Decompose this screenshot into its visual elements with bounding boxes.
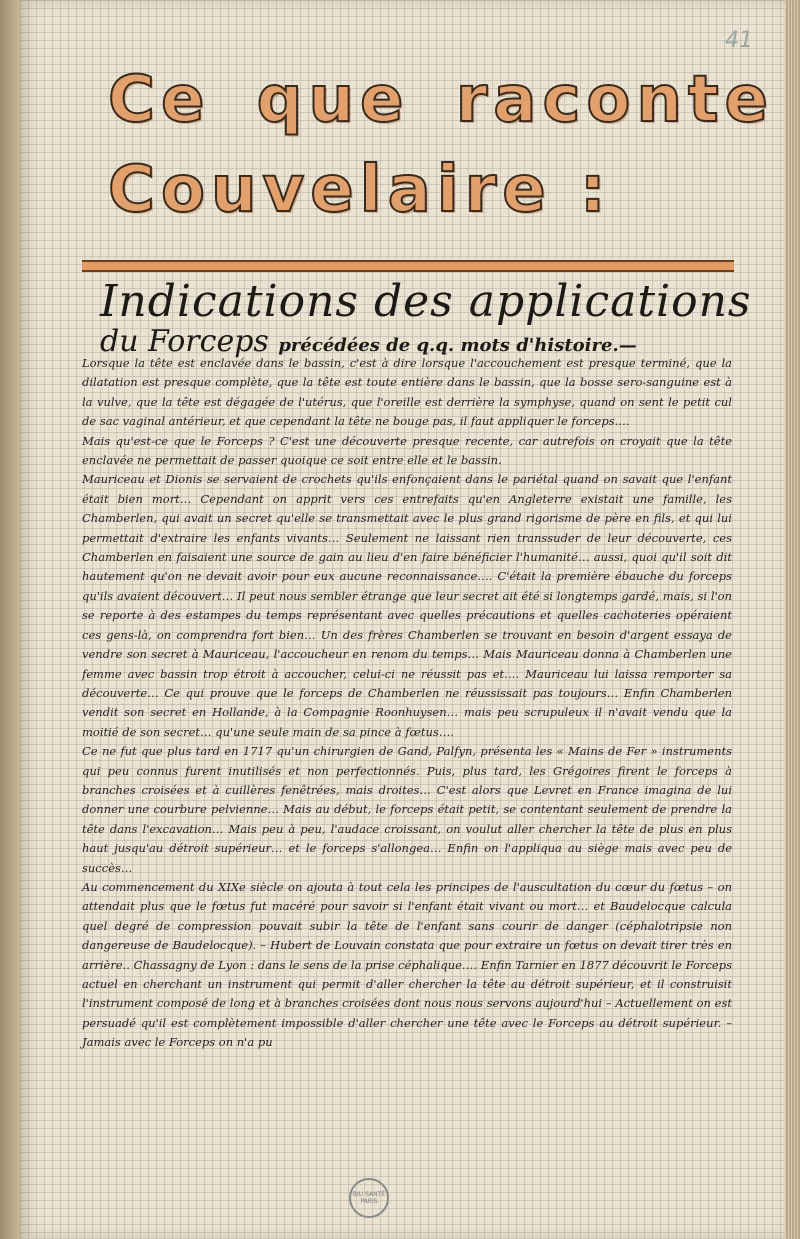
subtitle-history: précédées de q.q. mots d'histoire.— bbox=[278, 335, 637, 356]
title-line-2: Couvelaire : bbox=[108, 153, 612, 227]
notebook-page bbox=[20, 0, 785, 1239]
page-number: 41 bbox=[725, 28, 753, 53]
paragraph: Au commencement du XIXe siècle on ajouta à tout cela les principes de l'auscultation du cœur du fœtus – on attendait plus que le fœtus fut macéré pour savoir si l'enfant était vivant ou mort… et Baudelocque calcula quel degré de compression pouvait subir la tête de l'enfant sans courir de danger (céphalotripsie non dangereuse de Baudelocque). – Hubert de Louvain constata que pour extraire un fœtus on devait tirer très en arrière.. Chassagny de Lyon : dans le sens de la prise céphalique.… Enfin Tarnier en 1877 découvrit le Forceps actuel en cherchant un instrument qui permit d'aller chercher la tête au détroit supérieur, et il construisit l'instrument composé de long et à branches croisées dont nous nous servons aujourd'hui – Actuellement on est persuadé qu'il est complètement impossible d'aller chercher une tête avec le Forceps au détroit supérieur. – Jamais avec le Forceps on n'a pu bbox=[82, 879, 732, 1050]
subtitle-forceps: du Forceps bbox=[100, 324, 269, 359]
paragraph: Mauriceau et Dionis se servaient de crochets qu'ils enfonçaient dans le pariétal quand on savait que l'enfant était bien mort… Cependant on apprit vers ces entrefaits qu'en Angleterre existait une famille, les Chamberlen, qui avait un secret qu'elle se transmettait avec le plus grand rigorisme de père en fils, et qui lui permettait d'extraire les enfants vivants… Seulement ne laissant rien transsuder de leur découverte, ces Chamberlen en faisaient une source de gain au lieu d'en faire bénéficier l'humanité… aussi, quoi qu'il soit dit hautement qu'on ne devait avoir pour eux aucune reconnaissance…. C'était la première ébauche du forceps qu'ils avaient découvert… Il peut nous sembler étrange que leur secret ait été si longtemps gardé, mais, si l'on se reporte à des estampes du temps représentant avec quelles précautions et quelles cachoteries opéraient ces gens-là, on comprendra fort bien… Un des frères Chamberlen se trouvant en besoin d'argent essaya de vendre son secret à Mauriceau, l'accoucheur en renom du temps… Mais Mauriceau donna à Chamberlen une femme avec bassin trop étroit à accoucher, celui-ci ne réussit pas et…. Mauriceau lui laissa remporter sa découverte… Ce qui prouve que le forceps de Chamberlen ne réussissait pas toujours… Enfin Chamberlen vendit son secret en Hollande, à la Compagnie Roonhuysen… mais peu scrupuleux il n'avait vendu que la moitié de son secret… qu'une seule main de sa pince à fœtus…. bbox=[82, 472, 732, 739]
paragraph: Ce ne fut que plus tard en 1717 qu'un chirurgien de Gand, Palfyn, présenta les « Mains de Fer » instruments qui peu connus furent inutilisés et non perfectionnés. Puis, plus tard, les Grégoires firent le forceps à branches croisées et à cuillères fenêtrées, mais droites… C'est alors que Levret en France imagina de lui donner une courbure pelvienne… Mais au début, le forceps était petit, se contentant seulement de prendre la tête dans l'excavation… Mais peu à peu, l'audace croissant, on voulut aller chercher la tête de plus en plus haut jusqu'au détroit supérieur… et le forceps s'allongea… Enfin on l'appliqua au siège mais avec peu de succès… bbox=[82, 744, 732, 875]
paragraph: Mais qu'est-ce que le Forceps ? C'est une découverte presque recente, car autrefois on croyait que la tête enclavée ne permettait de passer quoique ce soit entre elle et le bassin. bbox=[82, 433, 732, 468]
page-edges bbox=[785, 0, 800, 1239]
title-line-1: Ce que raconte bbox=[108, 63, 774, 137]
title-underline bbox=[82, 260, 734, 272]
binding-spine bbox=[0, 0, 20, 1239]
subtitle-main: Indications des applications bbox=[100, 276, 752, 327]
handwritten-body bbox=[82, 354, 732, 1053]
library-stamp: BIU SANTÉ PARIS bbox=[349, 1178, 389, 1218]
paragraph: Lorsque la tête est enclavée dans le bassin, c'est à dire lorsque l'accouchement est presque terminé, que la dilatation est presque complète, que la tête est toute entière dans le bassin, que la bosse sero-sanguine est à la vulve, que la tête est dégagée de l'utérus, que l'oreille est derrière la symphyse, quand on sent le petit cul de sac vaginal antérieur, et que cependant la tête ne bouge pas, il faut appliquer le forceps.… bbox=[82, 356, 732, 429]
